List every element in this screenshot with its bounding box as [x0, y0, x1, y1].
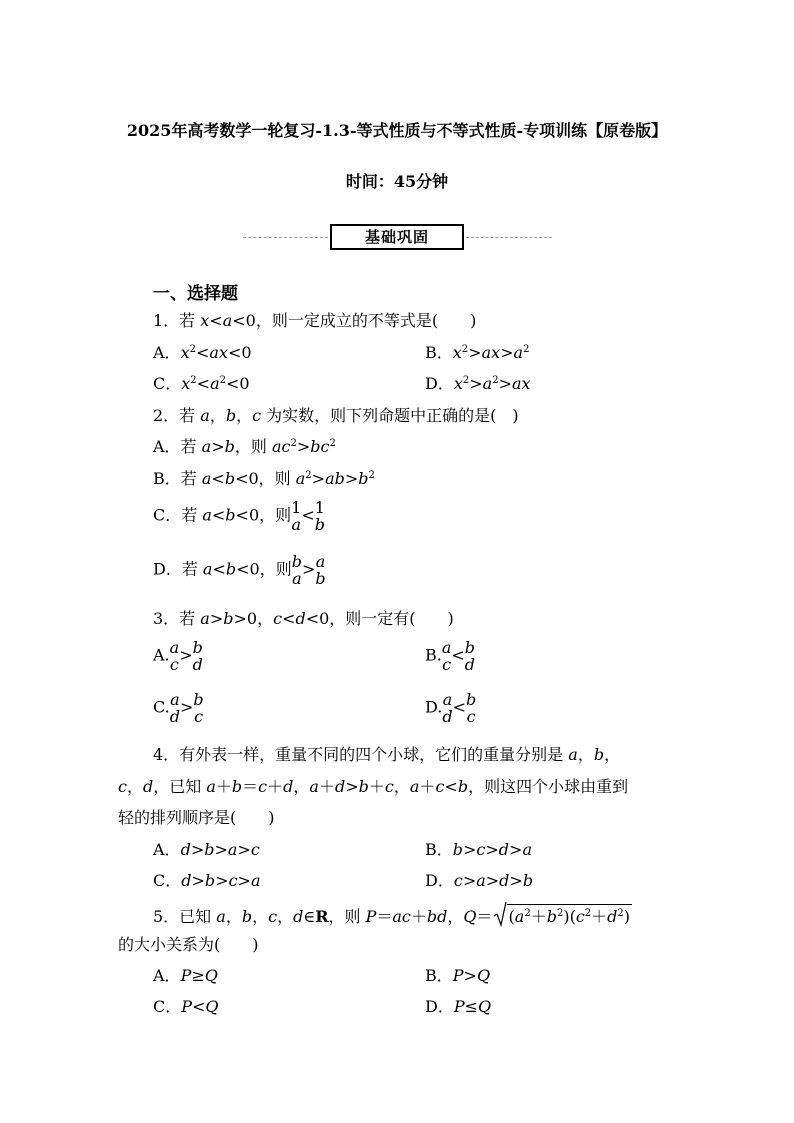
q4-line1: 4．有外表一样，重量不同的四个小球，它们的重量分别是 a，b，: [153, 745, 621, 764]
q4-line3: 轻的排列顺序是( ): [118, 808, 275, 827]
sqrt-symbol: $(a^2+b^2)(c^2+d^2)$: [493, 904, 633, 927]
q1-option-a: A．$x^2<ax<0$: [153, 343, 252, 362]
q1-option-c: C．$x^2<a^2<0$: [153, 374, 250, 393]
q2-option-b: B．若 a<b<0，则 $a^2>ab>b^2$: [153, 469, 375, 488]
q1-stem: 1．若 x<a<0，则一定成立的不等式是( ): [153, 311, 477, 330]
q1-option-b: B．$x^2>ax>a^2$: [425, 343, 530, 362]
section-box: 基础巩固: [330, 224, 464, 250]
q3-option-d: D. a d < b c: [425, 690, 477, 726]
q4-option-b: B．b>c>d>a: [425, 840, 532, 859]
q4-option-a: A．d>b>a>c: [153, 840, 260, 859]
q2-option-d: D．若 a<b<0，则 b a > a b: [153, 552, 326, 588]
q5-line2: 的大小关系为( ): [118, 935, 259, 954]
time-label: 时间：45分钟: [345, 172, 449, 191]
q5-line1: 5．已知 a，b，c，d∈R，则 P＝ac＋bd，Q＝ $(a^2+b^2)(c^2+d^2)$: [153, 904, 632, 927]
q2-option-c: C．若 a<b<0，则 1 a < 1 b: [153, 498, 325, 534]
q4-option-c: C．d>b>c>a: [153, 871, 261, 890]
divider-right: [466, 237, 552, 238]
q5-option-a: A．P≥Q: [153, 966, 218, 985]
q3-option-b: B. a c < b d: [425, 638, 476, 674]
q2-option-a: A．若 a>b，则 $ac^2>bc^2$: [153, 437, 336, 456]
section-heading: 一、选择题: [153, 284, 238, 304]
q3-option-a: A. a c > b d: [153, 638, 203, 674]
q4-option-d: D．c>a>d>b: [425, 871, 534, 890]
divider-left: [243, 237, 328, 238]
q5-option-c: C．P<Q: [153, 997, 219, 1016]
q2-stem: 2．若 a，b，c 为实数，则下列命题中正确的是( ): [153, 406, 519, 425]
q3-option-c: C. a d > b c: [153, 690, 204, 726]
q1-option-d: D．$x^2>a^2>ax$: [425, 374, 531, 393]
q5-option-d: D．P≤Q: [425, 997, 492, 1016]
q3-stem: 3．若 a>b>0，c<d<0，则一定有( ): [153, 609, 454, 628]
document-title: 2025年高考数学一轮复习-1.3-等式性质与不等式性质-专项训练【原卷版】: [126, 121, 668, 140]
q4-line2: c，d，已知 a＋b＝c＋d，a＋d>b＋c，a＋c<b，则这四个小球由重到: [118, 777, 629, 796]
q5-option-b: B．P>Q: [425, 966, 491, 985]
